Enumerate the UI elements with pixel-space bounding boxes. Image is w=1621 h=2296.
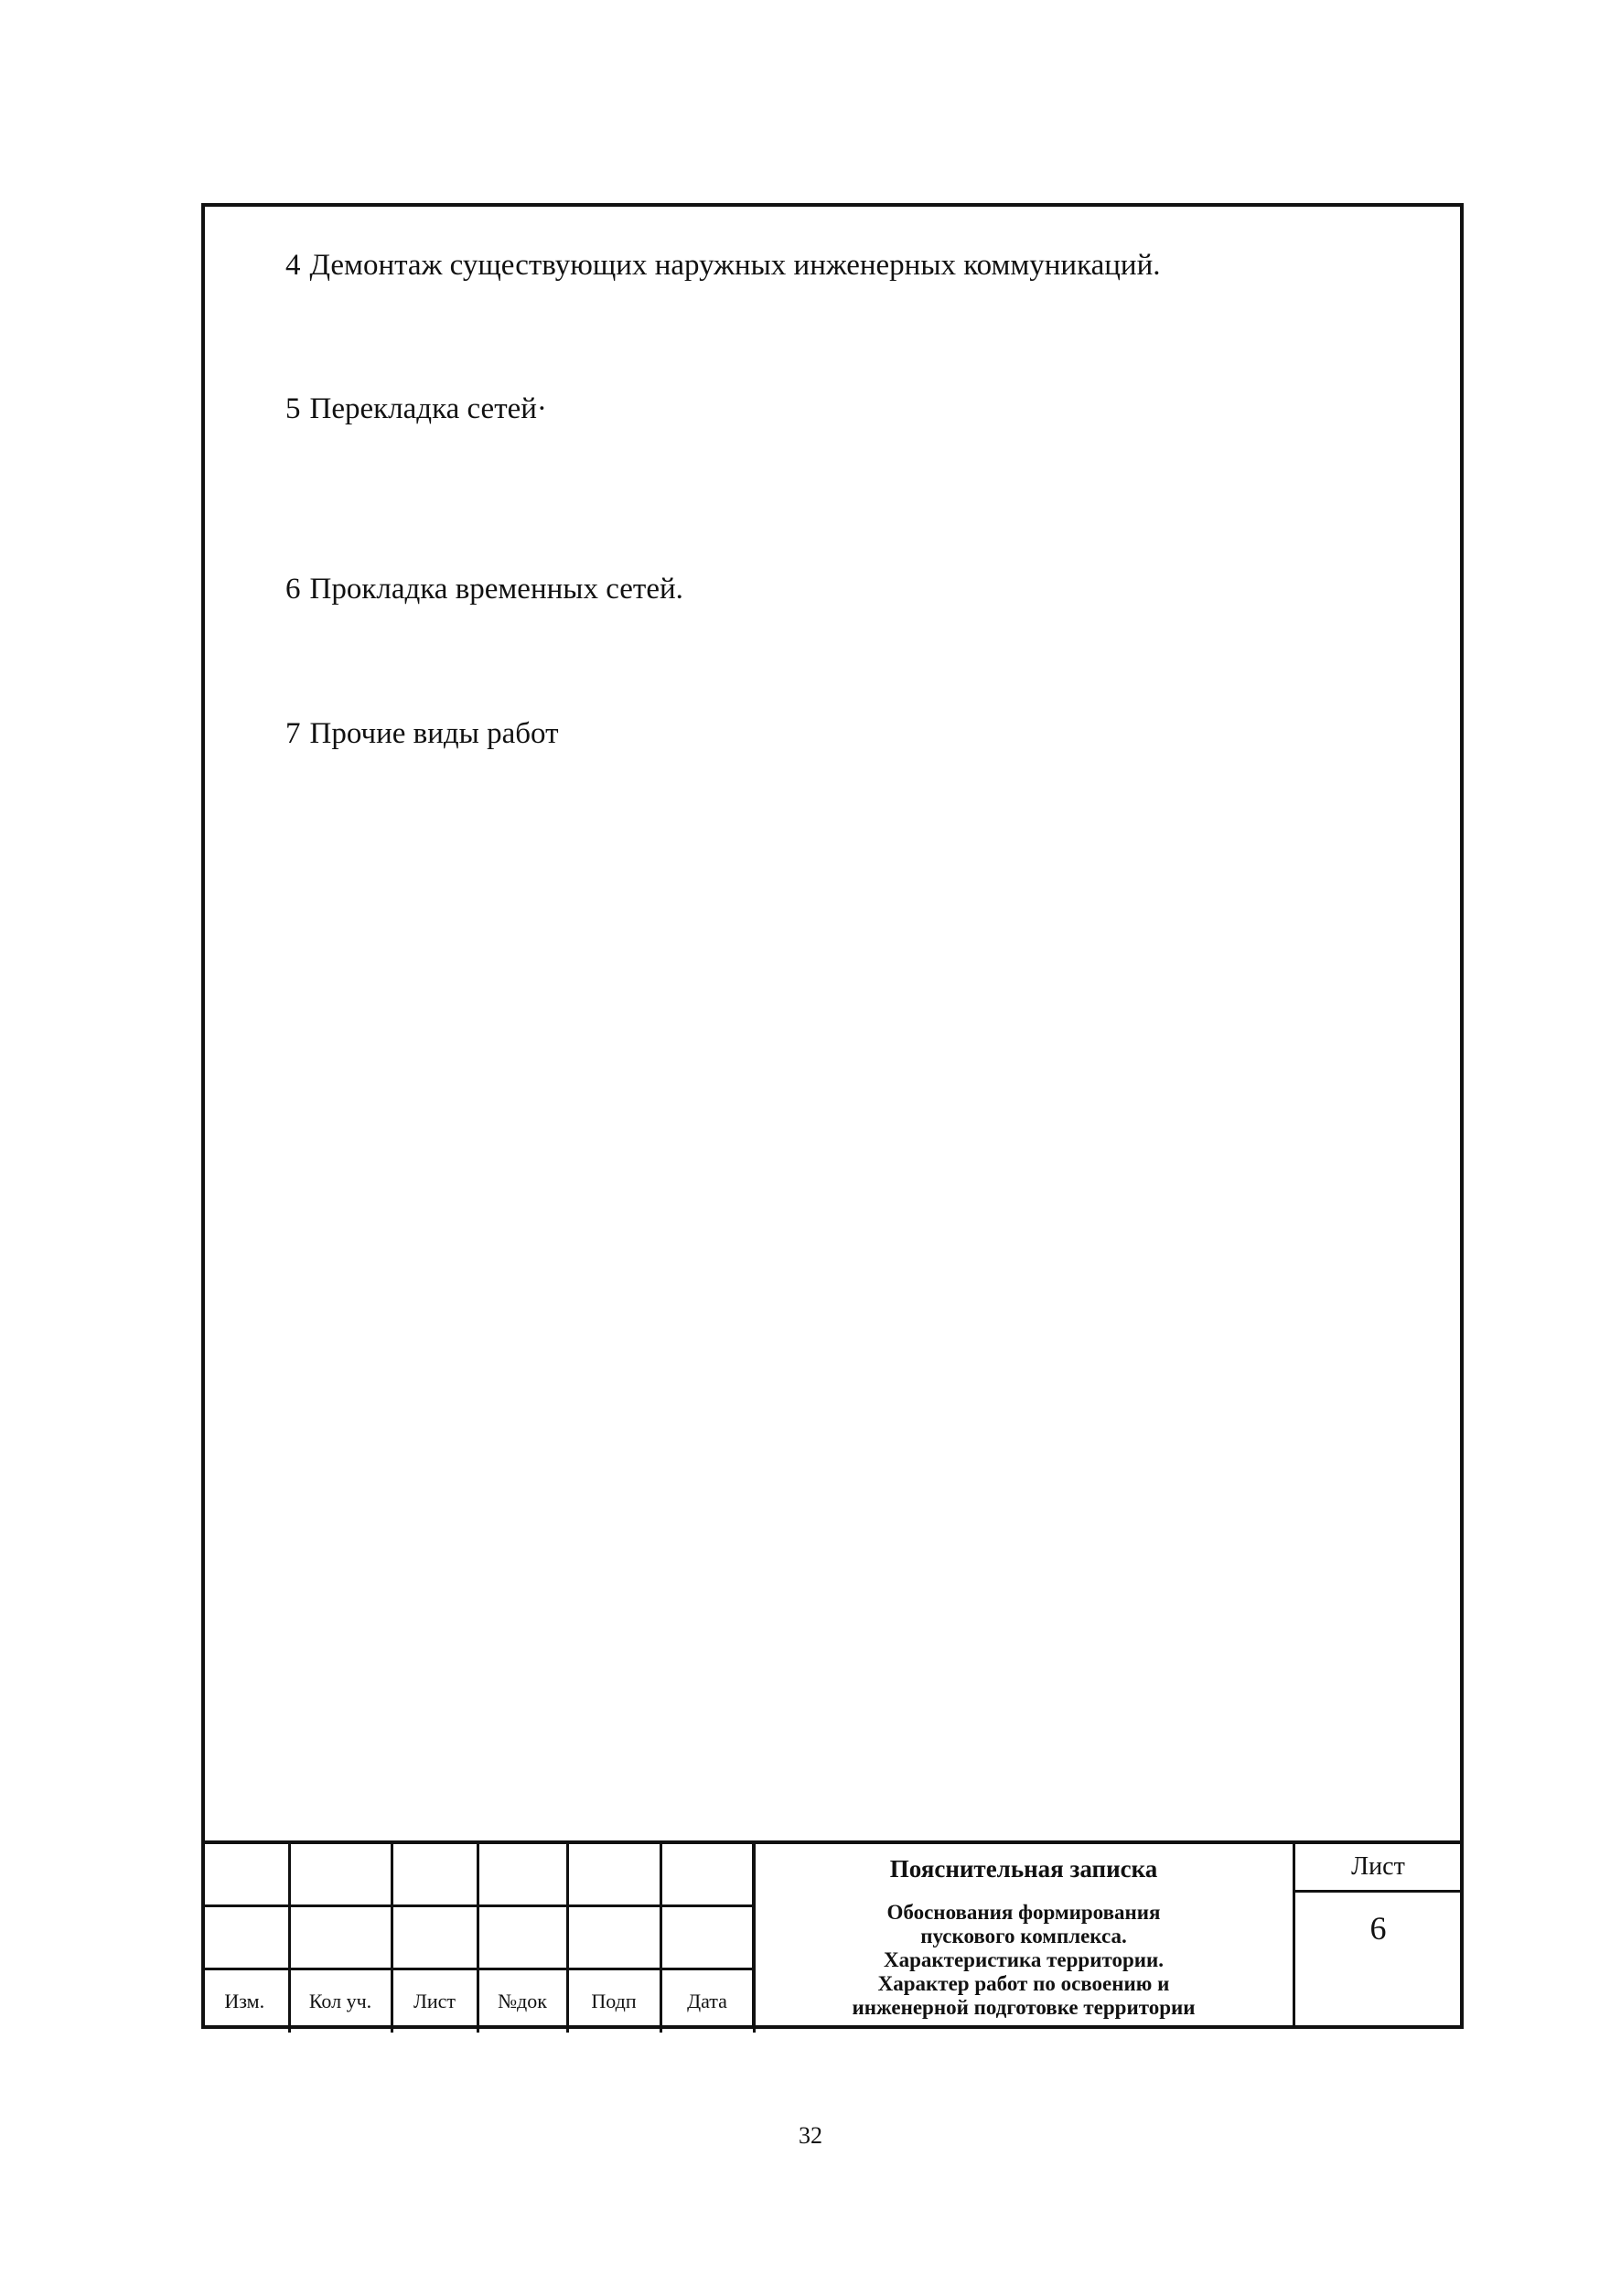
- document-title: Обоснования формирования пускового комплекса. Характеристика территории. Характер работ по освоению и инженерной подготовке территории: [852, 1901, 1196, 2019]
- table-cell: [201, 1906, 289, 1969]
- table-cell: [660, 1906, 754, 1969]
- list-item: [285, 391, 547, 427]
- item-text: Демонтаж существующих наружных инженерных коммуникаций.: [309, 249, 1161, 282]
- drawing-frame: [201, 203, 1464, 2029]
- table-cell: [289, 1842, 392, 1906]
- page-number: 32: [799, 2122, 822, 2149]
- column-label: Изм.: [201, 1969, 289, 2033]
- list-item: [285, 571, 683, 607]
- table-cell: [567, 1842, 660, 1906]
- item-number: 5: [285, 392, 301, 425]
- document-type: Пояснительная записка: [889, 1855, 1158, 1883]
- table-cell: [478, 1906, 567, 1969]
- column-label: Лист: [392, 1969, 478, 2033]
- item-text: Прокладка временных сетей.: [309, 573, 683, 606]
- sheet-cell: [1293, 1840, 1464, 2029]
- item-number: 4: [285, 249, 301, 282]
- document-title-cell: [752, 1840, 1295, 2029]
- table-cell: [567, 1906, 660, 1969]
- table-cell: [392, 1906, 478, 1969]
- item-text: Перекладка сетей·: [309, 392, 547, 425]
- table-row: [201, 1969, 754, 2033]
- list-item: [285, 715, 559, 752]
- table-cell: [478, 1842, 567, 1906]
- table-cell: [201, 1842, 289, 1906]
- item-text: Прочие виды работ: [309, 717, 559, 750]
- title-block: [201, 1840, 1464, 2029]
- table-cell: [289, 1906, 392, 1969]
- column-label: Дата: [660, 1969, 754, 2033]
- table-cell: [660, 1842, 754, 1906]
- item-number: 6: [285, 573, 301, 606]
- column-label: Подп: [567, 1969, 660, 2033]
- table-cell: [392, 1842, 478, 1906]
- sheet-number: 6: [1369, 1910, 1387, 1947]
- column-label: №док: [478, 1969, 567, 2033]
- table-row: [201, 1842, 754, 1906]
- list-item: [285, 247, 1160, 284]
- column-label: Кол уч.: [289, 1969, 392, 2033]
- revision-table: [201, 1840, 756, 2033]
- item-number: 7: [285, 717, 301, 750]
- sheet-label: Лист: [1293, 1844, 1464, 1893]
- table-row: [201, 1906, 754, 1969]
